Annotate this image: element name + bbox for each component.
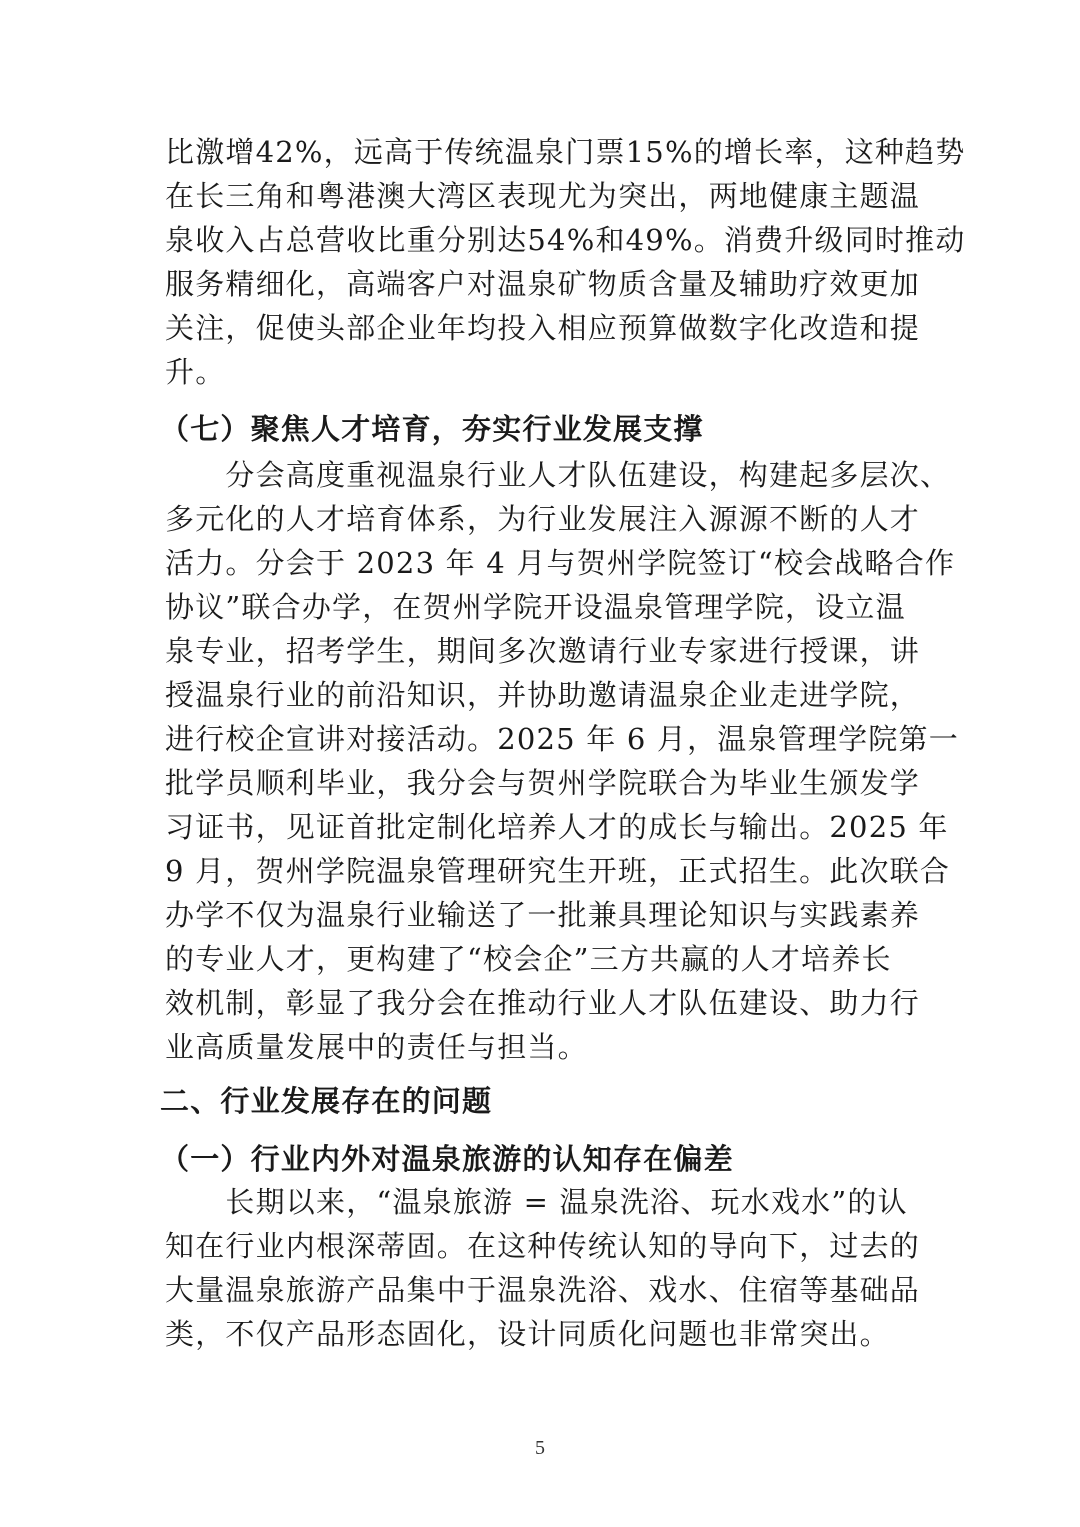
text-line: 泉收入占总营收比重分别达54%和49%。消费升级同时推动 xyxy=(165,223,966,257)
text-line: 服务精细化，高端客户对温泉矿物质含量及辅助疗效更加 xyxy=(165,267,921,301)
text-line: 多元化的人才培育体系，为行业发展注入源源不断的人才 xyxy=(165,502,921,536)
text-line: 协议”联合办学，在贺州学院开设温泉管理学院，设立温 xyxy=(165,590,906,624)
text-line: 习证书，见证首批定制化培养人才的成长与输出。2025 年 xyxy=(165,810,949,844)
text-line: 关注，促使头部企业年均投入相应预算做数字化改造和提 xyxy=(165,311,921,345)
text-line: 批学员顺利毕业，我分会与贺州学院联合为毕业生颁发学 xyxy=(165,766,921,800)
text-line: 在长三角和粤港澳大湾区表现尤为突出，两地健康主题温 xyxy=(165,179,921,213)
text-line: 泉专业，招考学生，期间多次邀请行业专家进行授课，讲 xyxy=(165,634,921,668)
text-line: 进行校企宣讲对接活动。2025 年 6 月，温泉管理学院第一 xyxy=(165,722,959,756)
text-line: 比激增42%，远高于传统温泉门票15%的增长率，这种趋势 xyxy=(165,135,966,169)
text-line: 9 月，贺州学院温泉管理研究生开班，正式招生。此次联合 xyxy=(165,854,951,888)
text-line: 的专业人才，更构建了“校会企”三方共赢的人才培养长 xyxy=(165,942,892,976)
page-number: 5 xyxy=(535,1437,545,1459)
section-heading: 二、行业发展存在的问题 xyxy=(160,1084,493,1118)
text-line: 活力。分会于 2023 年 4 月与贺州学院签订“校会战略合作 xyxy=(165,546,956,580)
text-line: 业高质量发展中的责任与担当。 xyxy=(165,1030,588,1064)
text-line: 分会高度重视温泉行业人才队伍建设，构建起多层次、 xyxy=(165,458,951,492)
text-line: 效机制，彰显了我分会在推动行业人才队伍建设、助力行 xyxy=(165,986,921,1020)
text-line: 授温泉行业的前沿知识，并协助邀请温泉企业走进学院， xyxy=(165,678,921,712)
section-heading: （七）聚焦人才培育，夯实行业发展支撑 xyxy=(160,412,704,446)
text-line: 类，不仅产品形态固化，设计同质化问题也非常突出。 xyxy=(165,1317,890,1351)
text-line: 大量温泉旅游产品集中于温泉洗浴、戏水、住宿等基础品 xyxy=(165,1273,921,1307)
text-line: 办学不仅为温泉行业输送了一批兼具理论知识与实践素养 xyxy=(165,898,921,932)
text-line: 升。 xyxy=(165,355,226,389)
text-line: 长期以来，“温泉旅游 = 温泉洗浴、玩水戏水”的认 xyxy=(165,1185,908,1219)
section-heading: （一）行业内外对温泉旅游的认知存在偏差 xyxy=(160,1142,734,1176)
text-line: 知在行业内根深蒂固。在这种传统认知的导向下，过去的 xyxy=(165,1229,921,1263)
